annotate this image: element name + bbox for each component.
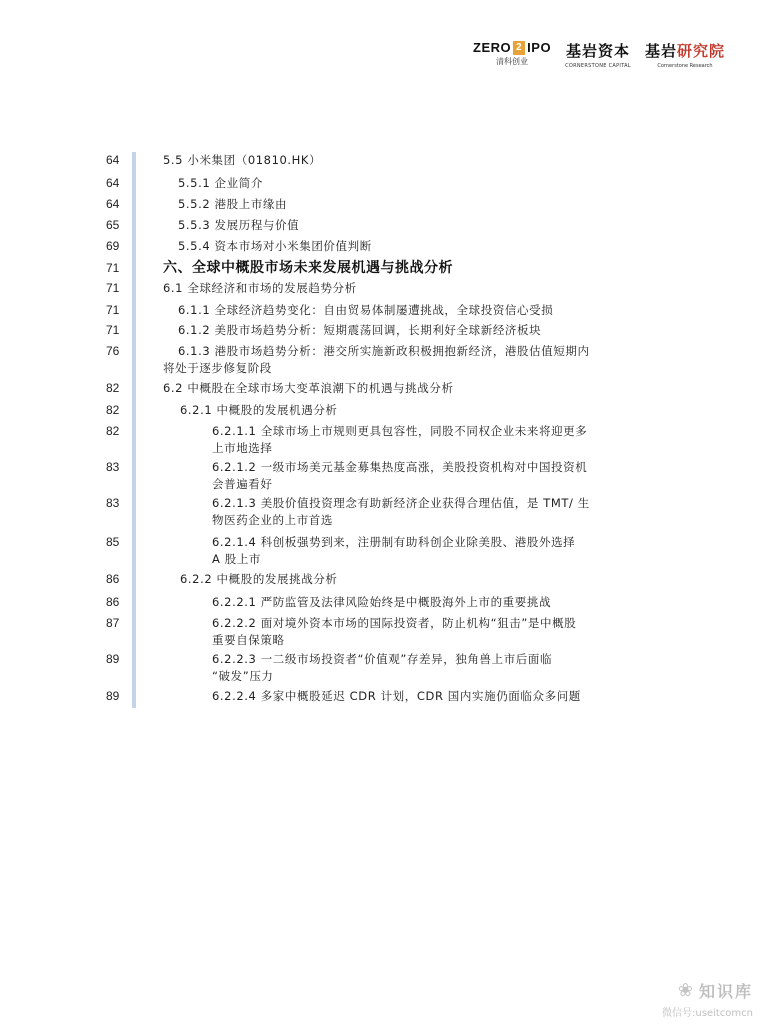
toc-entry-title: 6.2.2 中概股的发展挑战分析	[180, 572, 338, 586]
toc-entry-title: 6.2 中概股在全球市场大变革浪潮下的机遇与挑战分析	[163, 381, 454, 395]
wechat-icon: ❀	[677, 980, 693, 1001]
cornerstone-research-logo-name-a: 基岩	[644, 42, 677, 60]
cornerstone-research-logo-name-b: 研究院	[676, 42, 725, 60]
toc-page-number: 89	[106, 652, 120, 666]
toc-page-number: 83	[106, 460, 120, 474]
toc-entry-continuation: 上市地选择	[212, 441, 273, 455]
toc-entry-title: 5.5 小米集团（01810.HK）	[163, 153, 322, 167]
toc-page-number: 71	[106, 281, 120, 295]
zero2ipo-logo-subtitle: 清科创业	[496, 57, 529, 66]
toc-entry-continuation: 重要自保策略	[212, 633, 285, 647]
toc-page-number: 64	[106, 153, 120, 167]
toc-entry-title: 6.1.1 全球经济趋势变化：自由贸易体制屡遭挑战，全球投资信心受损	[178, 303, 554, 317]
toc-entry-title: 6.1.3 港股市场趋势分析：港交所实施新政积极拥抱新经济，港股估值短期内	[178, 344, 590, 358]
zero2ipo-logo-text-left: ZERO	[473, 40, 512, 55]
toc-page-number: 69	[106, 239, 120, 253]
toc-entry-title: 6.1.2 美股市场趋势分析：短期震荡回调，长期利好全球新经济板块	[178, 323, 542, 337]
toc-page-number: 86	[106, 572, 120, 586]
toc-page-number: 71	[106, 323, 120, 337]
wechat-watermark	[662, 979, 753, 1019]
toc-entry-title: 6.2.2.3 一二级市场投资者“价值观”存差异，独角兽上市后面临	[212, 652, 553, 666]
zero2ipo-logo	[473, 40, 551, 67]
zero2ipo-logo-text-right: IPO	[527, 40, 552, 55]
toc-page-number: 64	[106, 176, 120, 190]
toc-page-number: 64	[106, 197, 120, 211]
toc-entry-continuation: 会普遍看好	[212, 477, 273, 491]
header-logos	[473, 40, 725, 69]
toc-page-number: 89	[106, 689, 120, 703]
toc-page-number: 71	[106, 261, 120, 275]
toc-entry-continuation: 将处于逐步修复阶段	[163, 361, 272, 375]
toc-entry-title: 5.5.2 港股上市缘由	[178, 197, 288, 211]
toc-entry-continuation: “破发”压力	[212, 669, 274, 683]
toc-entry-title: 5.5.1 企业简介	[178, 176, 263, 190]
watermark-account: 微信号:useitcomcn	[662, 1008, 753, 1019]
toc-page-number: 85	[106, 535, 120, 549]
toc-entry-title: 6.2.1.2 一级市场美元基金募集热度高涨，美股投资机构对中国投资机	[212, 460, 588, 474]
toc-entry-title: 6.2.1.3 美股价值投资理念有助新经济企业获得合理估值，是 TMT/ 生	[212, 496, 590, 510]
cornerstone-capital-logo-subtitle: CORNERSTONE CAPITAL	[565, 63, 631, 69]
cornerstone-capital-logo	[565, 40, 631, 69]
toc-entry-title: 6.2.1.1 全球市场上市规则更具包容性，同股不同权企业未来将迎更多	[212, 424, 588, 438]
toc-entry-title: 6.1 全球经济和市场的发展趋势分析	[163, 281, 357, 295]
cornerstone-research-logo	[645, 40, 725, 69]
toc-page-number: 87	[106, 616, 120, 630]
cornerstone-research-logo-subtitle: Cornerstone Research	[657, 63, 713, 69]
toc-entry-title: 6.2.2.4 多家中概股延迟 CDR 计划，CDR 国内实施仍面临众多问题	[212, 689, 581, 703]
toc-entry-title: 6.2.1 中概股的发展机遇分析	[180, 403, 338, 417]
toc-entry-title: 6.2.2.2 面对境外资本市场的国际投资者，防止机构“狙击”是中概股	[212, 616, 577, 630]
toc-page-number: 71	[106, 303, 120, 317]
toc-page-number: 65	[106, 218, 120, 232]
toc-page-number: 82	[106, 381, 120, 395]
toc-page-number: 76	[106, 344, 120, 358]
toc-entry-title: 六、全球中概股市场未来发展机遇与挑战分析	[163, 260, 453, 276]
toc-entry-title: 6.2.2.1 严防监管及法律风险始终是中概股海外上市的重要挑战	[212, 595, 552, 609]
toc-entry-title: 6.2.1.4 科创板强势到来，注册制有助科创企业除美股、港股外选择	[212, 535, 576, 549]
toc-page-number: 82	[106, 403, 120, 417]
toc-entry-continuation: 物医药企业的上市首选	[212, 513, 333, 527]
toc-page-number: 82	[106, 424, 120, 438]
toc-entry-title: 5.5.4 资本市场对小米集团价值判断	[178, 239, 372, 253]
toc-page-number: 86	[106, 595, 120, 609]
cornerstone-capital-logo-name: 基岩资本	[566, 42, 631, 60]
toc-accent-bar	[132, 152, 136, 708]
toc-entry-title: 5.5.3 发展历程与价值	[178, 218, 300, 232]
watermark-name: 知识库	[698, 982, 753, 1001]
toc-page-number: 83	[106, 496, 120, 510]
toc-entry-continuation: A 股上市	[212, 552, 262, 566]
zero2ipo-logo-mark: 2	[513, 41, 525, 55]
